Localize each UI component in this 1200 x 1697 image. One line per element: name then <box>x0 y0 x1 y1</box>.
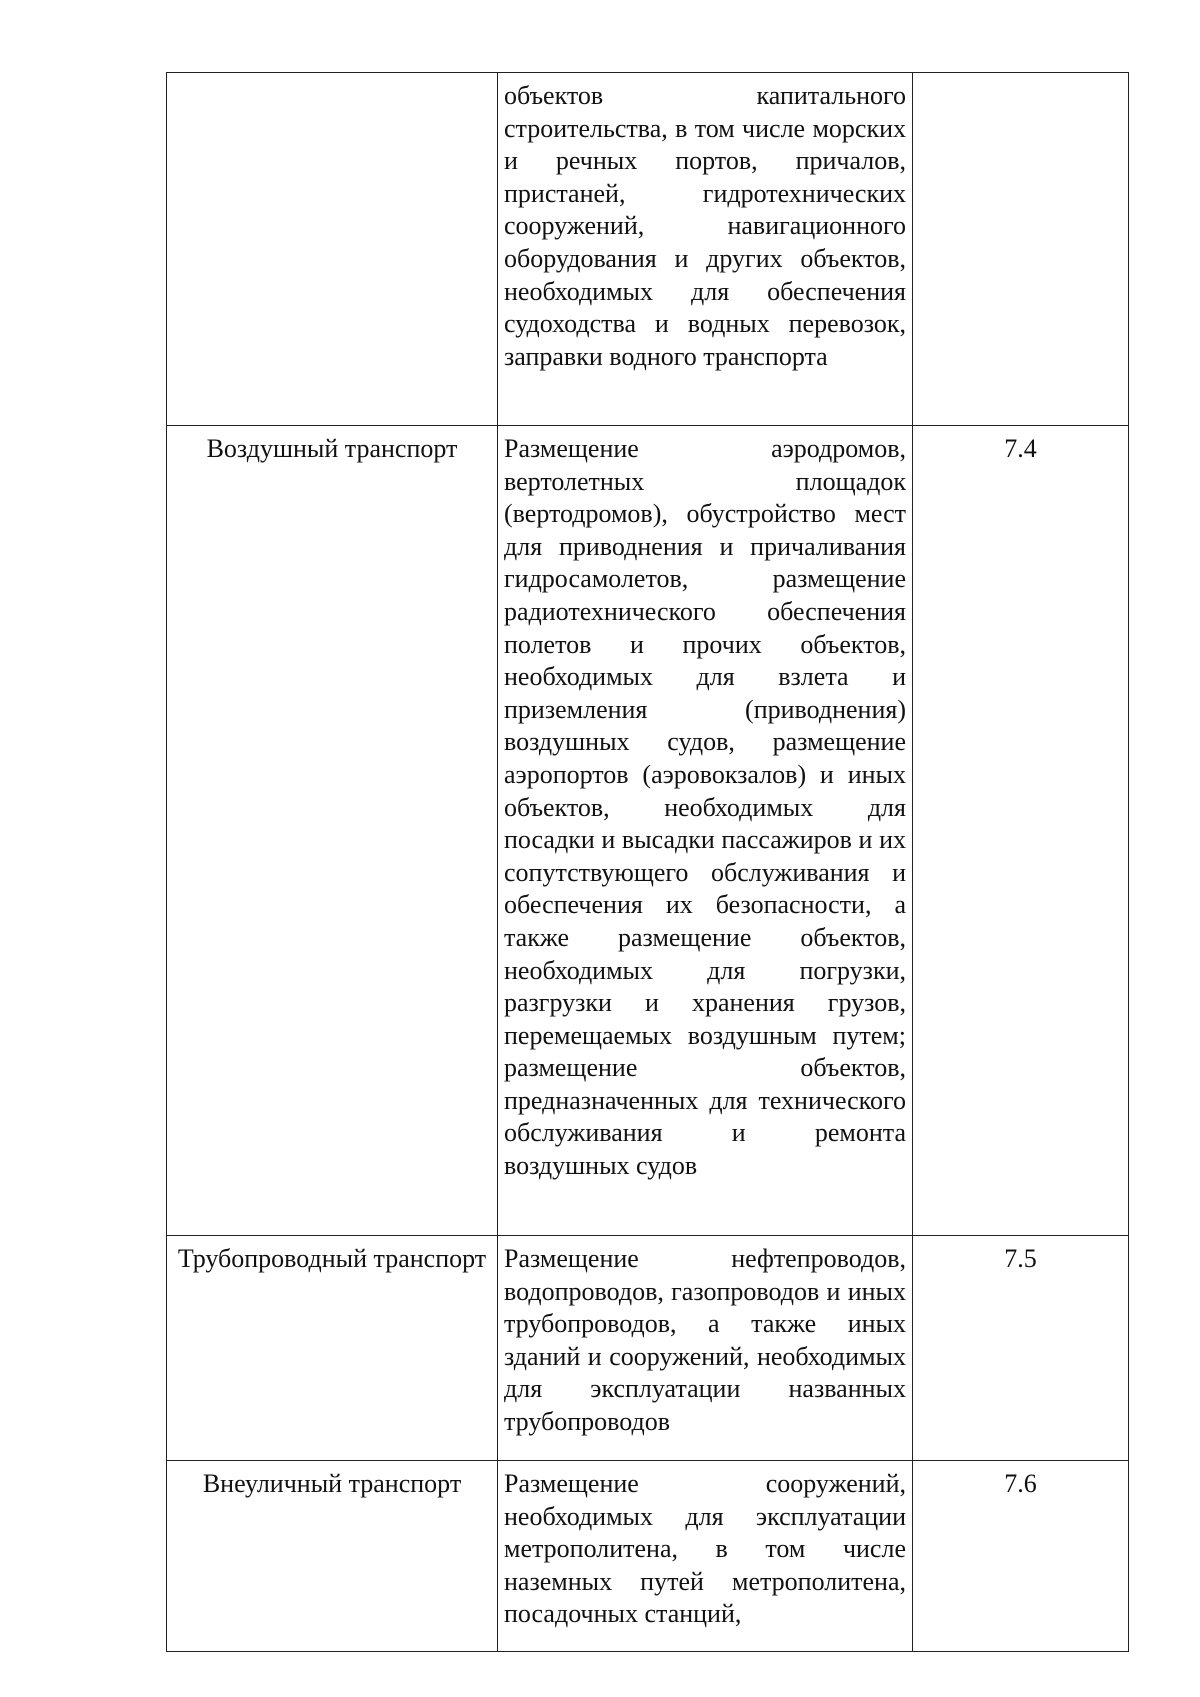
use-type-description: объектов капитального строительства, в том числе морских и речных портов, причалов, пристаней, гидротехнических сооружений, навигационного оборудования и других объектов, необходимых для обеспечения судоходства и водных перевозок, заправки водного транспорта <box>498 73 913 426</box>
use-type-name: Трубопроводный транспорт <box>167 1236 498 1461</box>
use-type-code: 7.5 <box>913 1236 1129 1461</box>
table-row <box>167 426 1129 1236</box>
table-row <box>167 1236 1129 1461</box>
use-type-description: Размещение нефтепроводов, водопроводов, газопроводов и иных трубопроводов, а также иных зданий и сооружений, необходимых для эксплуатации названных трубопроводов <box>498 1236 913 1461</box>
land-use-table <box>166 72 1129 1652</box>
use-type-code: 7.6 <box>913 1461 1129 1652</box>
table-row <box>167 1461 1129 1652</box>
use-type-code <box>913 73 1129 426</box>
use-type-code: 7.4 <box>913 426 1129 1236</box>
use-type-name: Внеуличный транспорт <box>167 1461 498 1652</box>
use-type-name: Воздушный транспорт <box>167 426 498 1236</box>
use-type-description: Размещение аэродромов, вертолетных площадок (вертодромов), обустройство мест для приводнения и причаливания гидросамолетов, размещение радиотехнического обеспечения полетов и прочих объектов, необходимых для взлета и приземления (приводнения) воздушных судов, размещение аэропортов (аэровокзалов) и иных объектов, необходимых для посадки и высадки пассажиров и их сопутствующего обслуживания и обеспечения их безопасности, а также размещение объектов, необходимых для погрузки, разгрузки и хранения грузов, перемещаемых воздушным путем; размещение объектов, предназначенных для технического обслуживания и ремонта воздушных судов <box>498 426 913 1236</box>
use-type-name <box>167 73 498 426</box>
table-row <box>167 73 1129 426</box>
use-type-description: Размещение сооружений, необходимых для эксплуатации метрополитена, в том числе наземных путей метрополитена, посадочных станций, <box>498 1461 913 1652</box>
